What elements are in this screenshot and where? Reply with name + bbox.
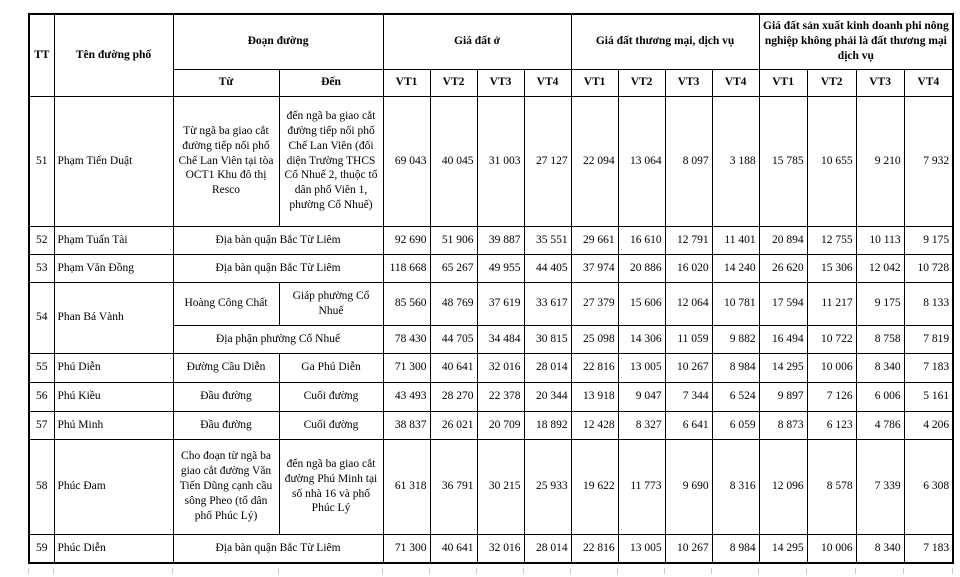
cutoff-border-stub: [664, 568, 665, 574]
cell-price: 13 005: [618, 534, 665, 563]
cell-price: 10 781: [712, 282, 759, 325]
cell-price: 13 064: [618, 96, 665, 226]
cell-from: Hoàng Công Chất: [173, 282, 279, 325]
cell-price: 30 215: [477, 439, 524, 534]
cell-price: 22 816: [571, 534, 618, 563]
cell-price: 12 428: [571, 411, 618, 439]
col-header-vt1: VT1: [571, 69, 618, 96]
cell-street-name: Phú Kiều: [54, 382, 173, 411]
cell-price: 10 722: [807, 325, 856, 353]
col-header-vt3: VT3: [856, 69, 904, 96]
cell-price: 3 188: [712, 96, 759, 226]
cutoff-border-stub: [806, 568, 807, 574]
cell-price: 40 641: [430, 353, 477, 382]
table-row: [29, 439, 953, 534]
cell-price: 118 668: [383, 254, 430, 282]
col-header-vt3: VT3: [665, 69, 712, 96]
cell-tt: 53: [29, 254, 54, 282]
cell-to: Ga Phú Diễn: [279, 353, 383, 382]
cell-to: đến ngã ba giao cắt đường Phú Minh tại số nhà 16 và phố Phúc Lý: [279, 439, 383, 534]
cell-tt: 56: [29, 382, 54, 411]
cell-segment: Địa bàn quận Bắc Từ Liêm: [173, 254, 383, 282]
col-header-street: Tên đường phố: [54, 14, 173, 96]
cell-price: 12 791: [665, 226, 712, 254]
cutoff-border-stub: [617, 568, 618, 574]
cell-from: Đường Cầu Diễn: [173, 353, 279, 382]
cutoff-border-stub: [382, 568, 383, 574]
cell-price: 18 892: [524, 411, 571, 439]
cell-price: 9 047: [618, 382, 665, 411]
cell-price: 7 819: [904, 325, 953, 353]
cell-price: 14 306: [618, 325, 665, 353]
cell-price: 25 098: [571, 325, 618, 353]
cell-price: 12 064: [665, 282, 712, 325]
cell-price: 20 709: [477, 411, 524, 439]
cell-price: 8 984: [712, 353, 759, 382]
cell-price: 69 043: [383, 96, 430, 226]
cell-price: 28 014: [524, 353, 571, 382]
cell-price: 11 401: [712, 226, 759, 254]
cell-price: 14 240: [712, 254, 759, 282]
cell-price: 15 606: [618, 282, 665, 325]
cell-tt: 55: [29, 353, 54, 382]
cell-price: 9 210: [856, 96, 904, 226]
cell-price: 6 641: [665, 411, 712, 439]
cell-price: 65 267: [430, 254, 477, 282]
cell-price: 8 984: [712, 534, 759, 563]
cell-price: 7 183: [904, 534, 953, 563]
col-header-vt4: VT4: [524, 69, 571, 96]
cell-price: 4 786: [856, 411, 904, 439]
cutoff-border-stub: [28, 568, 29, 574]
table-row: [29, 96, 953, 226]
cell-tt: 57: [29, 411, 54, 439]
cell-price: 30 815: [524, 325, 571, 353]
cell-price: 36 791: [430, 439, 477, 534]
cell-price: 29 661: [571, 226, 618, 254]
col-header-vt2: VT2: [807, 69, 856, 96]
col-header-vt2: VT2: [618, 69, 665, 96]
col-header-segment: Đoạn đường: [173, 14, 383, 69]
col-header-group-commercial: Giá đất thương mại, dịch vụ: [571, 14, 759, 69]
cell-price: 8 316: [712, 439, 759, 534]
cell-price: 44 705: [430, 325, 477, 353]
cell-price: 9 175: [904, 226, 953, 254]
col-header-group-production: Giá đất sản xuất kinh doanh phi nông nghiệp không phải là đất thương mại dịch vụ: [759, 14, 953, 69]
cell-price: 71 300: [383, 534, 430, 563]
col-header-vt4: VT4: [904, 69, 953, 96]
cell-price: 10 006: [807, 353, 856, 382]
cell-price: 4 206: [904, 411, 953, 439]
cell-to: Cuối đường: [279, 382, 383, 411]
land-price-table: [28, 13, 954, 564]
cell-street-name: Phúc Diễn: [54, 534, 173, 563]
cell-segment: Địa bàn quận Bắc Từ Liêm: [173, 226, 383, 254]
cell-price: 26 620: [759, 254, 807, 282]
cell-price: 5 161: [904, 382, 953, 411]
cell-street-name: Phạm Tuấn Tài: [54, 226, 173, 254]
cell-price: 43 493: [383, 382, 430, 411]
cell-price: 14 295: [759, 353, 807, 382]
cell-price: 11 773: [618, 439, 665, 534]
cell-tt: 54: [29, 282, 54, 353]
cell-price: 6 006: [856, 382, 904, 411]
cell-price: 51 906: [430, 226, 477, 254]
cell-price: 8 873: [759, 411, 807, 439]
cell-price: 19 622: [571, 439, 618, 534]
cell-price: 33 617: [524, 282, 571, 325]
cell-from: Đầu đường: [173, 411, 279, 439]
cell-price: 6 123: [807, 411, 856, 439]
cell-price: 32 016: [477, 353, 524, 382]
cell-price: 34 484: [477, 325, 524, 353]
cell-price: 16 494: [759, 325, 807, 353]
cell-price: 16 610: [618, 226, 665, 254]
cell-price: 13 918: [571, 382, 618, 411]
table-row: [29, 254, 953, 282]
cell-tt: 52: [29, 226, 54, 254]
cell-street-name: Phạm Văn Đồng: [54, 254, 173, 282]
cell-price: 7 183: [904, 353, 953, 382]
cell-price: 10 006: [807, 534, 856, 563]
cell-tt: 51: [29, 96, 54, 226]
cell-price: 10 113: [856, 226, 904, 254]
cell-price: 10 728: [904, 254, 953, 282]
col-header-from: Từ: [173, 69, 279, 96]
cutoff-border-stub: [952, 568, 953, 574]
cell-price: 15 785: [759, 96, 807, 226]
cell-price: 7 126: [807, 382, 856, 411]
cell-price: 28 270: [430, 382, 477, 411]
cell-price: 85 560: [383, 282, 430, 325]
cell-price: 7 339: [856, 439, 904, 534]
col-header-to: Đến: [279, 69, 383, 96]
cell-price: 14 295: [759, 534, 807, 563]
cell-price: 49 955: [477, 254, 524, 282]
cell-price: 25 933: [524, 439, 571, 534]
cell-price: 8 340: [856, 534, 904, 563]
cell-price: 40 045: [430, 96, 477, 226]
cell-price: 17 594: [759, 282, 807, 325]
cell-price: 6 308: [904, 439, 953, 534]
cell-price: 10 267: [665, 353, 712, 382]
cutoff-border-stub: [172, 568, 173, 574]
cutoff-border-stub: [758, 568, 759, 574]
table-header: [29, 14, 953, 96]
cell-price: 22 094: [571, 96, 618, 226]
cutoff-border-stub: [278, 568, 279, 574]
cell-price: 78 430: [383, 325, 430, 353]
table-row: [29, 382, 953, 411]
cell-street-name: Phan Bá Vành: [54, 282, 173, 353]
cell-segment: Địa bàn quận Bắc Từ Liêm: [173, 534, 383, 563]
cell-street-name: Phú Diễn: [54, 353, 173, 382]
col-header-vt2: VT2: [430, 69, 477, 96]
cell-price: 37 974: [571, 254, 618, 282]
cell-to: Giáp phường Cổ Nhuế: [279, 282, 383, 325]
cell-price: 6 059: [712, 411, 759, 439]
cell-price: 27 127: [524, 96, 571, 226]
cell-price: 37 619: [477, 282, 524, 325]
cutoff-border-stub: [523, 568, 524, 574]
cell-price: 8 097: [665, 96, 712, 226]
cell-segment: Địa phận phường Cổ Nhuế: [173, 325, 383, 353]
table-row: [29, 411, 953, 439]
cell-price: 27 379: [571, 282, 618, 325]
cell-price: 39 887: [477, 226, 524, 254]
cell-tt: 58: [29, 439, 54, 534]
cell-price: 12 096: [759, 439, 807, 534]
col-header-vt3: VT3: [477, 69, 524, 96]
cell-price: 40 641: [430, 534, 477, 563]
cell-from: Đầu đường: [173, 382, 279, 411]
cell-price: 22 378: [477, 382, 524, 411]
cell-to: Cuối đường: [279, 411, 383, 439]
col-header-tt: TT: [29, 14, 54, 96]
col-header-group-residential: Giá đất ở: [383, 14, 571, 69]
cell-price: 71 300: [383, 353, 430, 382]
cell-street-name: Phạm Tiến Duật: [54, 96, 173, 226]
cell-price: 10 267: [665, 534, 712, 563]
cell-price: 44 405: [524, 254, 571, 282]
cell-price: 31 003: [477, 96, 524, 226]
cutoff-border-stub: [429, 568, 430, 574]
cell-price: 20 886: [618, 254, 665, 282]
cell-price: 9 175: [856, 282, 904, 325]
table-row: [29, 226, 953, 254]
col-header-vt1: VT1: [383, 69, 430, 96]
cell-street-name: Phú Minh: [54, 411, 173, 439]
cutoff-border-stub: [855, 568, 856, 574]
cell-price: 35 551: [524, 226, 571, 254]
table-body: [29, 96, 953, 563]
cell-price: 61 318: [383, 439, 430, 534]
cell-price: 15 306: [807, 254, 856, 282]
cell-price: 8 327: [618, 411, 665, 439]
cell-price: 92 690: [383, 226, 430, 254]
cell-price: 48 769: [430, 282, 477, 325]
cell-from: Cho đoạn từ ngã ba giao cắt đường Văn Tiến Dũng cạnh cầu sông Pheo (tổ dân phố Phúc Lý): [173, 439, 279, 534]
col-header-vt1: VT1: [759, 69, 807, 96]
cell-price: 6 524: [712, 382, 759, 411]
cell-price: 9 897: [759, 382, 807, 411]
cell-price: 20 344: [524, 382, 571, 411]
cell-price: 12 042: [856, 254, 904, 282]
cell-street-name: Phúc Đam: [54, 439, 173, 534]
cutoff-border-stub: [570, 568, 571, 574]
cell-to: đến ngã ba giao cắt đường tiếp nối phố Chế Lan Viên (đối diện Trường THCS Cổ Nhuế 2, thuộc tổ dân phố Viên 1, phường Cổ Nhuế): [279, 96, 383, 226]
table-row: [29, 534, 953, 563]
cell-price: 20 894: [759, 226, 807, 254]
table-row: [29, 353, 953, 382]
cell-tt: 59: [29, 534, 54, 563]
cell-from: Từ ngã ba giao cắt đường tiếp nối phố Chế Lan Viên tại tòa OCT1 Khu đô thị Resco: [173, 96, 279, 226]
cell-price: 9 882: [712, 325, 759, 353]
cutoff-border-stub: [476, 568, 477, 574]
cell-price: 22 816: [571, 353, 618, 382]
cell-price: 7 344: [665, 382, 712, 411]
cell-price: 16 020: [665, 254, 712, 282]
cutoff-border-stub: [711, 568, 712, 574]
col-header-vt4: VT4: [712, 69, 759, 96]
header-row-groups: [29, 14, 953, 69]
cell-price: 11 059: [665, 325, 712, 353]
cell-price: 28 014: [524, 534, 571, 563]
cell-price: 32 016: [477, 534, 524, 563]
cell-price: 8 758: [856, 325, 904, 353]
cell-price: 10 655: [807, 96, 856, 226]
cell-price: 7 932: [904, 96, 953, 226]
cell-price: 12 755: [807, 226, 856, 254]
table-row: [29, 282, 953, 325]
cell-price: 38 837: [383, 411, 430, 439]
cell-price: 9 690: [665, 439, 712, 534]
cell-price: 11 217: [807, 282, 856, 325]
cutoff-border-stub: [903, 568, 904, 574]
cell-price: 8 578: [807, 439, 856, 534]
cutoff-border-stub: [53, 568, 54, 574]
cell-price: 26 021: [430, 411, 477, 439]
cell-price: 13 005: [618, 353, 665, 382]
cell-price: 8 340: [856, 353, 904, 382]
cell-price: 8 133: [904, 282, 953, 325]
